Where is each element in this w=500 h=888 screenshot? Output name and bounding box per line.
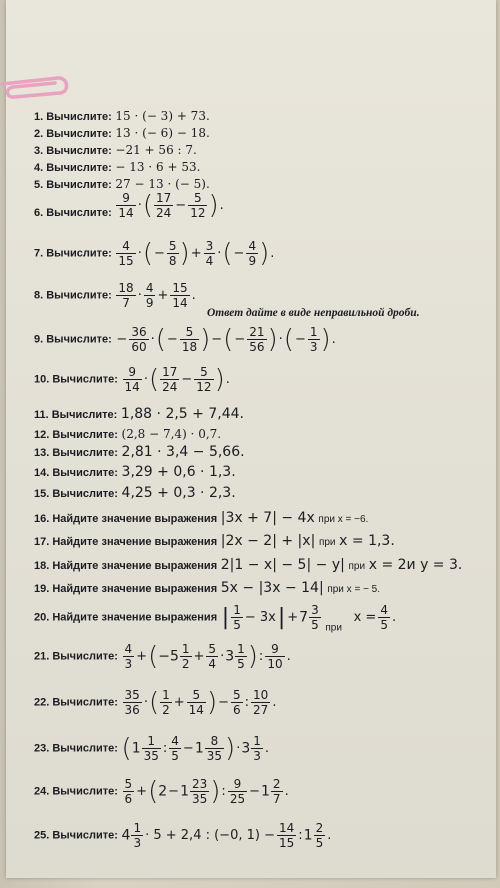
problem-expression: 5x − |3x − 14| (220, 580, 324, 596)
numerator: 9 (265, 643, 284, 657)
mixed-whole: 7 (299, 609, 309, 626)
denominator: 5 (315, 836, 324, 850)
problem-23: 23. Вычислите: (1 $\frac{1}{35}$ : $\frac{4}{5}$ −1 $\frac{8}{35}$ )·3 $\frac{1}{3}$ . (34, 733, 270, 764)
problem-condition: при (348, 561, 366, 572)
problem-3 (34, 144, 197, 157)
mixed-whole: 4 (121, 827, 131, 844)
numerator: 4 (145, 281, 154, 295)
problem-label: 18. Найдите значение выражения (34, 560, 218, 572)
problem-expression: 27 − 13 · (− 5). (115, 177, 210, 191)
fraction (205, 735, 224, 762)
fraction (194, 366, 213, 393)
problem-7: 7. Вычислите: $\frac{4}{15}$ ·(− $\frac{5}{8}$ )+ $\frac{3}{4}$ ·(− $\frac{4}{9}$ ). (34, 238, 275, 269)
problem-label: 19. Найдите значение выражения (34, 583, 218, 595)
denominator: 9 (145, 296, 154, 310)
numerator: 5 (168, 239, 177, 253)
problem-10: 10. Вычислите: $\frac{9}{14}$ ·( $\frac{17}{24}$ − $\frac{5}{12}$ ). (34, 364, 230, 395)
fraction (160, 366, 179, 393)
fraction (187, 689, 206, 716)
numerator: 1 (237, 642, 245, 656)
problem-17 (34, 534, 395, 548)
fraction (309, 604, 321, 631)
problem-14 (34, 465, 236, 479)
numerator: 17 (162, 365, 178, 379)
problem-expression: 4,25 + 0,3 · 2,3. (121, 485, 236, 501)
numerator: 1 (181, 642, 190, 656)
mixed-whole: 3 (225, 648, 235, 665)
fraction (190, 778, 209, 805)
fraction (180, 643, 192, 670)
denominator: 6 (233, 703, 241, 717)
mixed-whole: 1 (303, 827, 313, 844)
problem-label: 15. Вычислите: (34, 488, 118, 500)
problem-expression: 13 · (− 6) − 18. (115, 126, 210, 140)
denominator: 5 (237, 657, 245, 671)
problem-label: 10. Вычислите: (34, 373, 118, 386)
problem-expression: 2|1 − x| − 5| − y| (220, 557, 345, 573)
problem-18 (34, 558, 462, 572)
problem-expression: (2,8 − 7,4) · 0,7. (121, 427, 222, 441)
denominator: 15 (118, 254, 134, 268)
denominator: 35 (206, 749, 223, 763)
denominator: 8 (168, 254, 177, 268)
problem-label: 1. Вычислите: (34, 111, 112, 123)
problem-21: 21. Вычислите: $\frac{4}{3}$ +(−5 $\frac{1}{2}$ + $\frac{5}{4}$ ·3 $\frac{1}{5}$ ): $\frac{9}{10}$ . (34, 641, 291, 672)
condition-variable: x = (353, 610, 377, 625)
numerator: 1 (253, 734, 261, 748)
denominator: 12 (196, 380, 212, 394)
numerator: 9 (123, 366, 142, 380)
problem-19 (34, 581, 380, 595)
denominator: 3 (309, 340, 318, 354)
mixed-whole: 1 (180, 783, 189, 800)
problem-expression: 2,81 · 3,4 − 5,66. (121, 444, 245, 460)
fraction (314, 822, 326, 849)
problem-expression: − 13 · 6 + 53. (115, 160, 201, 174)
problem-condition-values: x = 1,3. (339, 533, 395, 549)
problem-condition: при (325, 622, 342, 634)
fraction (131, 822, 143, 849)
denominator: 12 (190, 206, 206, 220)
denominator: 5 (233, 618, 241, 632)
numerator: 5 (180, 326, 199, 340)
denominator: 3 (124, 657, 133, 671)
fraction (167, 240, 179, 267)
mixed-whole: 1 (194, 740, 204, 757)
problem-label: 16. Найдите значение выражения (34, 513, 218, 525)
problem-8: 8. Вычислите: $\frac{18}{7}$ · $\frac{4}{9}$ + $\frac{15}{14}$ . (34, 281, 196, 310)
fraction (169, 735, 181, 762)
numerator: 1 (162, 688, 170, 702)
numerator: 4 (171, 734, 179, 748)
denominator: 25 (229, 792, 246, 806)
denominator: 4 (208, 657, 217, 671)
fraction (188, 192, 207, 219)
fraction (228, 778, 247, 805)
fraction (116, 192, 135, 219)
problem-label: 24. Вычислите: (34, 785, 118, 798)
problem-15 (34, 486, 236, 500)
expression-part: · 5 + 2,4 : (−0, 1) − (145, 828, 275, 843)
fraction (231, 689, 243, 716)
fraction (144, 282, 156, 309)
denominator: 3 (253, 749, 261, 763)
numerator: 9 (228, 778, 247, 792)
problem-24: 24. Вычислите: $\frac{5}{6}$ +(2−1 $\frac{23}{35}$ ): $\frac{9}{25}$ −1 $\frac{2}{7}$ . (34, 776, 289, 807)
mixed-whole: 2 (158, 783, 168, 800)
problem-label: 6. Вычислите: (34, 207, 112, 219)
numerator: 21 (249, 325, 265, 339)
problem-9: 9. Вычислите: − $\frac{36}{60}$ ·(− $\frac{5}{18}$ )−(− $\frac{21}{56}$ )·(− $\frac{1}{3}$ ). (34, 324, 336, 355)
fraction (206, 643, 218, 670)
fraction (246, 240, 258, 267)
expression-part: − 3x (244, 610, 276, 625)
fraction (235, 643, 247, 670)
denominator: 56 (249, 340, 265, 354)
problem-label: 8. Вычислите: (34, 289, 112, 302)
denominator: 3 (133, 836, 142, 850)
numerator: 5 (208, 642, 217, 656)
fraction (154, 192, 173, 219)
denominator: 14 (124, 380, 140, 394)
fraction (180, 326, 199, 353)
problem-label: 7. Вычислите: (34, 247, 112, 260)
fraction (170, 282, 189, 309)
fraction (160, 689, 172, 716)
problem-label: 11. Вычислите: (34, 409, 118, 421)
denominator: 9 (248, 254, 257, 268)
problem-expression: 3,29 + 0,6 · 1,3. (121, 464, 236, 480)
fraction (251, 689, 270, 716)
numerator: 1 (133, 821, 142, 835)
numerator: 5 (187, 689, 206, 703)
numerator: 5 (233, 688, 241, 702)
problem-expression: 1,88 · 2,5 + 7,44. (120, 406, 244, 422)
numerator: 5 (188, 192, 207, 206)
problem-1 (34, 110, 210, 123)
problem-expression: |2x − 2| + |x| (220, 533, 316, 549)
problem-condition: при (318, 537, 336, 548)
fraction (123, 366, 142, 393)
problem-label: 14. Вычислите: (34, 467, 118, 479)
denominator: 60 (131, 340, 147, 354)
fraction (116, 240, 135, 267)
numerator: 5 (124, 777, 133, 791)
numerator: 15 (172, 281, 188, 295)
denominator: 14 (188, 703, 204, 717)
denominator: 2 (181, 657, 190, 671)
fraction (123, 643, 135, 670)
numerator: 4 (116, 240, 135, 254)
fraction (265, 643, 284, 670)
denominator: 2 (162, 703, 170, 717)
problem-13 (34, 445, 245, 459)
denominator: 5 (311, 618, 319, 632)
denominator: 15 (278, 836, 295, 850)
problem-label: 2. Вычислите: (34, 128, 112, 140)
numerator: 10 (253, 688, 269, 702)
problem-12 (34, 428, 221, 441)
problem-label: 9. Вычислите: (34, 333, 112, 346)
problem-label: 17. Найдите значение выражения (34, 536, 218, 548)
denominator: 35 (143, 749, 159, 763)
problem-condition: при x = −6. (318, 514, 369, 525)
mixed-whole: 3 (241, 740, 251, 757)
problem-label: 13. Вычислите: (34, 447, 118, 459)
denominator: 36 (124, 703, 140, 717)
denominator: 10 (267, 657, 283, 671)
problem-label: 22. Вычислите: (34, 696, 118, 709)
fraction (271, 778, 283, 805)
numerator: 4 (248, 239, 257, 253)
problem-expression: −21 + 56 : 7. (115, 143, 197, 157)
numerator: 23 (191, 777, 208, 791)
fraction (277, 822, 296, 849)
denominator: 24 (162, 380, 178, 394)
numerator: 1 (142, 735, 161, 749)
fraction (308, 326, 320, 353)
mixed-whole: 1 (261, 783, 270, 800)
numerator: 17 (156, 191, 172, 205)
problem-label: 4. Вычислите: (34, 162, 112, 174)
fraction (204, 240, 216, 267)
numerator: 2 (272, 777, 281, 791)
numerator: 5 (194, 366, 213, 380)
paperclip-icon (0, 70, 72, 100)
numerator: 3 (311, 603, 319, 617)
numerator: 1 (233, 603, 241, 617)
answer-format-note: Ответ дайте в виде неправильной дроби. (207, 307, 420, 319)
denominator: 6 (124, 792, 133, 806)
problem-22: 22. Вычислите: $\frac{35}{36}$ ·( $\frac{1}{2}$ + $\frac{5}{14}$ )− $\frac{5}{6}$ : $\frac{10}{27}$ . (34, 687, 277, 718)
problem-expression: 15 · (− 3) + 73. (115, 109, 210, 123)
fraction (123, 778, 135, 805)
problem-label: 21. Вычислите: (34, 650, 118, 663)
numerator: 1 (309, 325, 318, 339)
problem-label: 20. Найдите значение выражения (34, 611, 218, 624)
problem-11 (34, 407, 244, 421)
problem-4 (34, 161, 200, 174)
problem-label: 3. Вычислите: (34, 145, 112, 157)
problem-label: 5. Вычислите: (34, 179, 112, 191)
problem-label: 12. Вычислите: (34, 429, 118, 441)
fraction (247, 326, 266, 353)
problem-25: 25. Вычислите: 4 $\frac{1}{3}$ · 5 + 2,4 : (−0, 1) − $\frac{14}{15}$ :1 $\frac{2}{5}$ . (34, 821, 332, 850)
problem-condition-values: x = 2и y = 3. (368, 557, 463, 573)
problem-20: 20. Найдите значение выражения | $\frac{1}{5}$ − 3x| +7 $\frac{3}{5}$ при x = $\frac{4}{5}$ . (34, 603, 397, 634)
denominator: 5 (380, 618, 388, 632)
denominator: 35 (191, 792, 208, 806)
mixed-whole: 1 (131, 740, 141, 757)
denominator: 14 (172, 296, 188, 310)
fraction (142, 735, 161, 762)
fraction (378, 604, 390, 631)
numerator: 36 (131, 325, 147, 339)
problem-expression: |3x + 7| − 4x (220, 510, 315, 526)
problem-6: 6. Вычислите: $\frac{9}{14}$ ·( $\frac{17}{24}$ − $\frac{5}{12}$ ). (34, 190, 224, 221)
fraction (231, 604, 243, 631)
problem-label: 23. Вычислите: (34, 742, 118, 755)
numerator: 18 (118, 281, 134, 295)
denominator: 4 (205, 254, 214, 268)
problem-label: 25. Вычислите: (34, 829, 118, 842)
denominator: 27 (253, 703, 269, 717)
denominator: 18 (181, 340, 198, 354)
fraction (116, 282, 135, 309)
numerator: 4 (380, 603, 388, 617)
problem-condition: при x = − 5. (327, 584, 381, 595)
problem-16 (34, 511, 368, 525)
mixed-whole: −5 (158, 648, 179, 665)
denominator: 7 (122, 296, 130, 310)
fraction (129, 326, 148, 353)
numerator: 35 (124, 688, 140, 702)
problem-5 (34, 178, 210, 191)
fraction (251, 735, 263, 762)
denominator: 7 (272, 792, 281, 806)
numerator: 14 (278, 821, 295, 835)
numerator: 8 (205, 735, 224, 749)
numerator: 4 (124, 642, 133, 656)
fraction (123, 689, 142, 716)
denominator: 24 (156, 206, 172, 220)
problem-2 (34, 127, 210, 140)
numerator: 9 (116, 192, 135, 206)
denominator: 5 (171, 749, 179, 763)
numerator: 3 (205, 239, 214, 253)
denominator: 14 (118, 206, 134, 220)
numerator: 2 (315, 821, 324, 835)
